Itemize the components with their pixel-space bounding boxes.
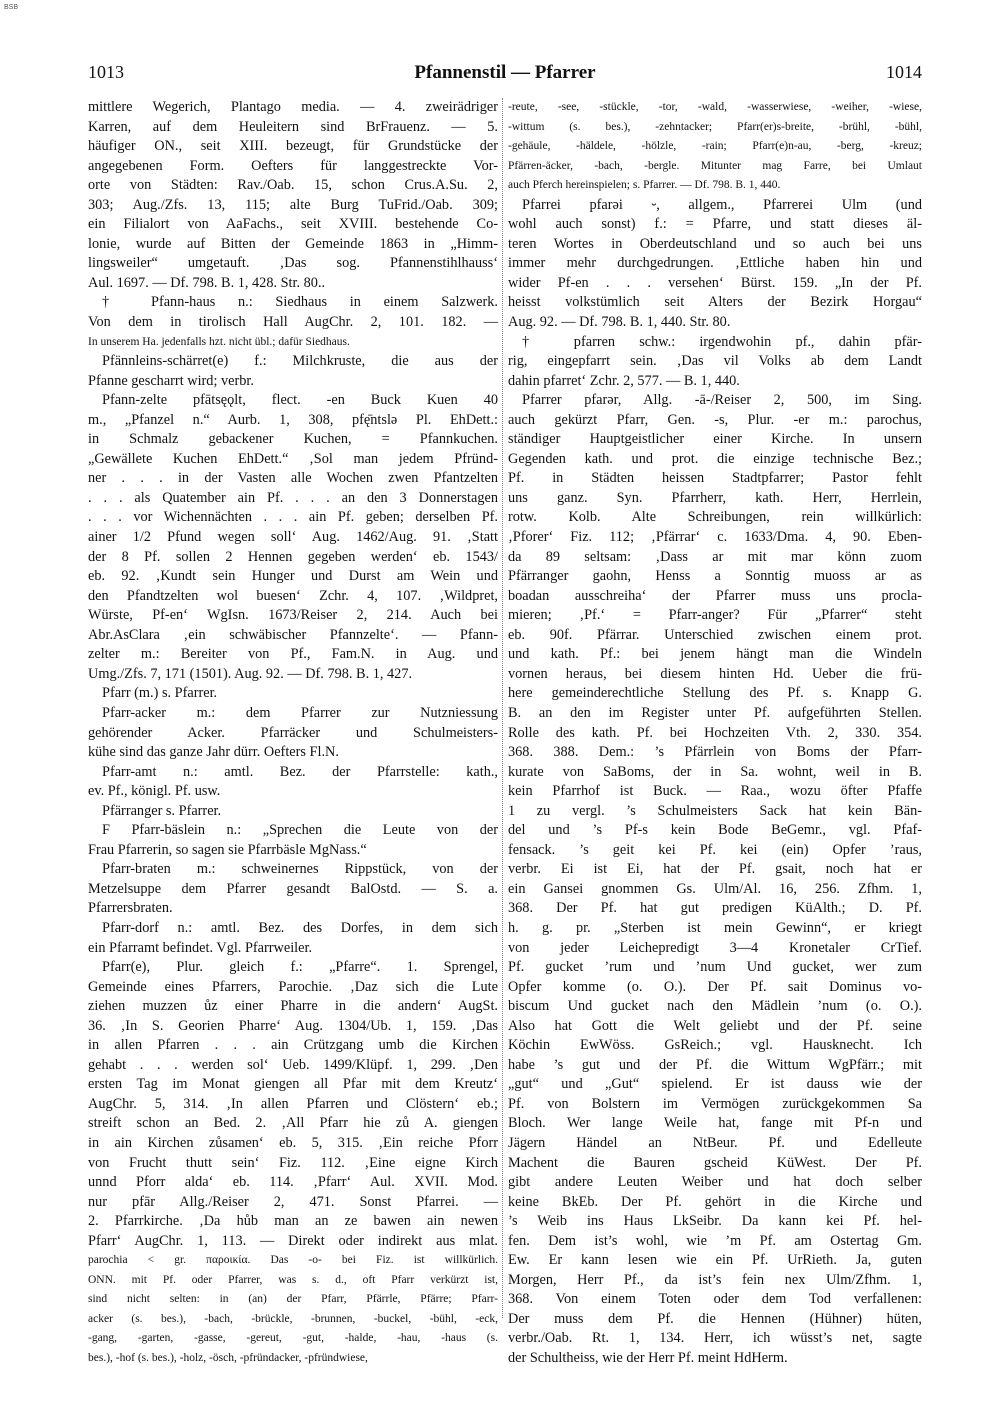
text-line: wider Pf-en . . . versehen‘ Bürst. 159. „In der Pf. <box>508 274 922 291</box>
text-line: 368. 388. Dem.: ’s Pfärrlein von Boms der Pfarr- <box>508 744 922 761</box>
text-line: kurate von SaBoms, der in Sa. wohnt, weil in B. <box>508 763 922 780</box>
text-line: Pfarr (m.) s. Pfarrer. <box>102 685 218 702</box>
text-line: nur pfār Allg./Reiser 2, 471. Sonst Pfarrei. — <box>88 1193 498 1210</box>
text-line: h. g. pr. „Sterben ist mein Gewinn“, er kriegt <box>508 919 922 936</box>
text-line: lingsweiler“ umgetauft. ‚Das sog. Pfannenstihlhauss‘ <box>88 255 498 272</box>
text-line: Opfer komme (o. O.). Der Pf. sait Dominus vo- <box>508 978 922 995</box>
text-line: vornen heraus, bei diesem hinten Hd. Ueber die frü- <box>508 665 922 682</box>
text-line: Ew. Er kann lesen wie ein Pf. UrRieth. Ja, guten <box>508 1252 922 1269</box>
page-header <box>88 62 922 90</box>
text-line: Pfann-zelte pfātsęǫlt, flect. -en Buck Kuen 40 <box>102 392 498 409</box>
text-line: Also hat Gott die Welt geliebt und der Pf. seine <box>508 1017 922 1034</box>
text-line: Umg./Zfs. 7, 171 (1501). Aug. 92. — Df. 798. B. 1, 427. <box>88 665 413 682</box>
text-line: ner . . . in der Vasten alle Wochen zwen Pfantzelten <box>88 470 498 487</box>
text-line: in allen Pfarren . . . ain Crützgang umb die Kirchen <box>88 1037 498 1054</box>
text-line: Pfärranger gaohn, Henss a Sonntig muoss ar as <box>508 568 922 585</box>
text-line: AugChr. 5, 314. ‚In allen Pfarren und Clöstern‘ eb.; <box>88 1095 498 1112</box>
text-line: parochia < gr. παροικία. Das -o- bei Fiz. ist willkürlich. <box>88 1254 498 1267</box>
text-line: m., „Pfanzel n.“ Aurb. 1, 308, pfę̄ntslə Pl. EhDett.: <box>88 411 498 428</box>
text-line: verbr. Ei ist Ei, hat der Pf. gsait, noch hat er <box>508 861 922 878</box>
text-line: Metzelsuppe dem Pfarrer gesandt BalOstd. — S. a. <box>88 880 498 897</box>
text-line: streift schon an Bed. 2. ‚All Pfarr hie zů A. giengen <box>88 1115 498 1132</box>
text-line: Pfarrersbraten. <box>88 900 173 917</box>
text-line: B. an den im Register unter Pf. aufgeführten Stellen. <box>508 704 922 721</box>
text-line: ersten Tag im Monat giengen all Pfar mit dem Kreutz‘ <box>88 1076 498 1093</box>
text-line: fensack. ’s geit kei Pf. kei (ein) Opfer ’raus, <box>508 841 922 858</box>
text-line: bes.), -hof (s. bes.), -holz, -ösch, -pfründacker, -pfründwiese, <box>88 1352 368 1364</box>
text-line: Pfarr-braten m.: schweinernes Rippstück, von der <box>102 861 498 878</box>
library-stamp: BSB <box>4 4 19 11</box>
text-line: Morgen, Herr Pf., da ist’s fein nex Ulm/Zfhm. 1, <box>508 1271 922 1288</box>
text-line: ziehen muzzen ůz einer Pharre in die andern‘ AugSt. <box>88 998 498 1015</box>
text-line: † Pfann-haus n.: Siedhaus in einem Salzwerk. <box>102 294 498 311</box>
text-line: Rolle des kath. Pf. bei Hochzeiten Vth. 2, 330. 354. <box>508 724 922 741</box>
text-line: rig, eingepfarrt sein. ‚Das vil Volks ab dem Landt <box>508 353 922 370</box>
text-line: den Pfandtzelten wol buesen‘ Zchr. 4, 107. ‚Wildpret, <box>88 587 498 604</box>
text-line: von Frucht thutt sein‘ Fiz. 112. ‚Eine eigne Kirch <box>88 1154 498 1171</box>
text-line: sind nicht selten: in (an) der Pfarr, Pfärrle, Pfärre; Pfarr- <box>88 1293 498 1306</box>
text-line: teren Wortes in Oberdeutschland und so auch bei uns <box>508 235 922 252</box>
text-line: . . . vor Wichennächten . . . ain Pf. geben; derselben Pf. <box>88 509 498 526</box>
text-line: habe ’s gut und der Pf. die Wittum WgPfärr.; mit <box>508 1056 922 1073</box>
text-line: biscum Und gucket nach den Mädlein ’num (o. O.). <box>508 998 922 1015</box>
text-line: Karren, auf dem Heuleitern sind BrFrauenz. — 5. <box>88 118 498 135</box>
text-line: „gut“ und „Gut“ spielend. Er ist dauss wie der <box>508 1076 922 1093</box>
text-line: Der muss dem Pf. die Hennen (Hühner) hüten, <box>508 1310 922 1327</box>
text-line: ’s Weib ins Haus LkSeibr. Da kann kei Pf. hel- <box>508 1213 922 1230</box>
text-line: Würste, Pf-en‘ WgIsn. 1673/Reiser 2, 214. Auch bei <box>88 607 498 624</box>
text-line: Abr.AsClara ‚ein schwäbischer Pfannzelte‘. — Pfann- <box>88 626 498 643</box>
text-line: keine BkEb. Der Pf. gehört in die Kirche und <box>508 1193 922 1210</box>
left-text-column <box>88 98 498 1364</box>
text-line: Von dem in tirolisch Hall AugChr. 2, 101. 182. — <box>88 314 498 331</box>
text-line: auch gekürzt Pfarr, Gen. -s, Plur. -er m.: parochus, <box>508 411 922 428</box>
text-line: Machent die Bauren gscheid KüWest. Der Pf. <box>508 1154 922 1171</box>
running-title: Pfannenstil — Pfarrer <box>414 62 596 83</box>
text-line: Pfarr-acker m.: dem Pfarrer zur Nutzniessung <box>102 704 498 721</box>
text-line: ainer 1/2 Pfund wegen soll‘ Aug. 1462/Aug. 91. ‚Statt <box>88 529 498 546</box>
text-line: -reute, -see, -stückle, -tor, -wald, -wasserwiese, -weiher, -wiese, <box>508 101 922 113</box>
text-line: gehabt . . . werden sol‘ Ueb. 1499/Klüpf. 1, 299. ‚Den <box>88 1056 498 1073</box>
text-line: da 89 seltsam: ‚Dass ar mit mar könn zuom <box>508 548 922 565</box>
text-line: -gang, -garten, -gasse, -gereut, -gut, -halde, -hau, -haus (s. <box>88 1332 498 1345</box>
text-line: Frau Pfarrerin, so sagen sie Pfarrbäsle MgNass.“ <box>88 841 367 858</box>
text-line: verbr./Oab. Rt. 1, 134. Herr, ich wüsst’s net, sagte <box>508 1330 922 1347</box>
text-line: gehörender Acker. Pfarräcker und Schulmeisters- <box>88 724 498 741</box>
text-line: Pfärranger s. Pfarrer. <box>102 802 222 819</box>
text-line: ständiger Hauptgeistlicher einer Kirche. In unsern <box>508 431 922 448</box>
text-line: del und ’s Pf-s kein Bode BeGemr., vgl. Pfaf- <box>508 822 922 839</box>
text-line: lonie, wurde auf Bitten der Gemeinde 1863 in „Himm- <box>88 235 498 252</box>
text-line: Pfanne gescharrt wird; verbr. <box>88 372 254 389</box>
text-line: ein Filialort von AaFachs., seit XVIII. bestehende Co- <box>88 216 498 233</box>
right-page-number: 1014 <box>885 62 922 82</box>
text-line: 1 zu vergl. ’s Schulmeisters Sack hat kein Bän- <box>508 802 922 819</box>
text-line: Pfärren-äcker, -bach, -bergle. Mitunter mag Farre, bei Umlaut <box>508 159 922 172</box>
text-line: in Schmalz gebackener Kuchen, = Pfannkuchen. <box>88 431 498 448</box>
text-line: dahin pfarret‘ Zchr. 2, 577. — B. 1, 440. <box>508 372 740 389</box>
text-line: here gemeinderechtliche Stellung des Pf. s. Knapp G. <box>508 685 922 702</box>
text-line: Pfarr(e), Plur. gleich f.: „Pfarre“. 1. Sprengel, <box>102 959 498 976</box>
text-line: angegebenen Form. Oefters für langgestreckte Vor- <box>88 157 498 174</box>
text-line: Jägern Händel an NtBeur. Pf. und Edelleute <box>508 1134 922 1151</box>
text-line: Köchin EwWöss. GsReich.; vgl. Hausknecht. Ich <box>508 1037 922 1054</box>
text-line: Gegenden kath. und prot. die einzige technische Bez.; <box>508 450 922 467</box>
text-line: Pfarr-amt n.: amtl. Bez. der Pfarrstelle: kath., <box>102 763 498 780</box>
left-page-number: 1013 <box>88 62 124 82</box>
text-line: ev. Pf., königl. Pf. usw. <box>88 783 221 800</box>
text-line: rotw. Kolb. Alte Schreibungen, rein willkürlich: <box>508 509 922 526</box>
text-line: Pfarr-dorf n.: amtl. Bez. des Dorfes, in dem sich <box>102 919 498 936</box>
text-line: 36. ‚In S. Georien Pharre‘ Aug. 1304/Ub. 1, 159. ‚Das <box>88 1017 498 1034</box>
text-line: kein Pfarrhof ist Buck. — Raa., wozu öfter Pfaffe <box>508 783 922 800</box>
text-line: 368. Der Pf. hat gut predigen KüAlth.; D. Pf. <box>508 900 922 917</box>
text-line: Pfarr‘ AugChr. 1, 113. — Direkt oder indirekt aus mlat. <box>88 1232 498 1249</box>
text-line: F Pfarr-bäslein n.: „Sprechen die Leute von der <box>102 822 498 839</box>
text-line: ein Gansei gnommen Gs. Ulm/Al. 16, 256. Zfhm. 1, <box>508 880 922 897</box>
text-line: immer mehr durchgedrungen. ‚Ettliche haben hin und <box>508 255 922 272</box>
text-line: Aug. 92. — Df. 798. B. 1, 440. Str. 80. <box>508 314 731 331</box>
text-line: orte von Städten: Rav./Oab. 15, schon Crus.A.Su. 2, <box>88 177 498 194</box>
text-line: wohl auch sonst) f.: = Pfarre, und statt dieses äl- <box>508 216 922 233</box>
text-line: eb. 90f. Pfärrar. Unterschied zwischen einem prot. <box>508 626 922 643</box>
text-line: eb. 92. ‚Kundt sein Hunger und Durst am Wein und <box>88 568 498 585</box>
text-line: uns ganz. Syn. Pfarrherr, kath. Herr, Herrlein, <box>508 489 922 506</box>
column-divider <box>502 98 503 1318</box>
text-line: gibt andere Leuten Weiber und hat doch selber <box>508 1174 922 1191</box>
text-line: Pf. in Städten heissen Stadtpfarrer; Pastor fehlt <box>508 470 922 487</box>
text-line: Aul. 1697. — Df. 798. B. 1, 428. Str. 80.. <box>88 274 326 291</box>
right-text-column <box>508 98 922 1366</box>
text-line: acker (s. bes.), -bach, -brückle, -brunnen, -buckel, -bühl, -eck, <box>88 1312 498 1325</box>
text-line: der 8 Pf. sollen 2 Hennen gegeben werden‘ eb. 1543/ <box>88 548 498 565</box>
text-line: auch Pferch hereinspielen; s. Pfarrer. — Df. 798. B. 1, 440. <box>508 179 781 192</box>
text-line: kühe sind das ganze Jahr dürr. Oefters Fl.N. <box>88 744 339 761</box>
text-line: † pfarren schw.: irgendwohin pf., dahin pfär- <box>522 333 922 350</box>
text-line: ein Pfarramt befindet. Vgl. Pfarrweiler. <box>88 939 313 956</box>
text-line: Gemeinde eines Pfarrers, Parochie. ‚Daz sich die Lute <box>88 978 498 995</box>
text-line: und kath. Pf.: bei jenem hängt man die Windeln <box>508 646 922 663</box>
text-line: Bloch. Wer lange Weile hat, fange mit Pf-n und <box>508 1115 922 1132</box>
text-line: Pf. von Bolstern im Vermögen zurückgekommen Sa <box>508 1095 922 1112</box>
text-line: 303; Aug./Zfs. 13, 115; alte Burg TuFrid./Oab. 309; <box>88 196 498 213</box>
text-line: . . . als Quatember ain Pf. . . . an den 3 Donnerstagen <box>88 489 498 506</box>
text-line: in ain Kirchen zůsamen‘ eb. 5, 315. ‚Ein reiche Pforr <box>88 1134 498 1151</box>
text-line: Pfarrer pfarər, Allg. -ā-/Reiser 2, 500, im Sing. <box>522 392 922 409</box>
text-line: häufiger ON., seit XIII. bezeugt, für Grundstücke der <box>88 138 498 155</box>
text-line: 2. Pfarrkirche. ‚Da hůb man an ze bawen ain newen <box>88 1213 498 1230</box>
text-line: -gehäule, -häldele, -hölzle, -rain; Pfarr(e)n-au, -berg, -kreuz; <box>508 140 922 153</box>
text-line: -wittum (s. bes.), -zehntacker; Pfarr(er)s-breite, -brühl, -bühl, <box>508 120 922 133</box>
text-line: In unserem Ha. jedenfalls hzt. nicht übl.; dafür Siedhaus. <box>88 335 350 348</box>
text-line: von jeder Leichepredigt 3—4 Kronetaler CrTief. <box>508 939 922 956</box>
text-line: boadan ausschreiha‘ der Pfarrer muss uns procla- <box>508 587 922 604</box>
text-line: heisst volkstümlich seit Alters der Bezirk Horgau“ <box>508 294 922 311</box>
text-line: mittlere Wegerich, Plantago media. — 4. zweirädriger <box>88 99 498 115</box>
text-line: Pfännleins-schärret(e) f.: Milchkruste, die aus der <box>102 353 498 370</box>
text-line: 368. Von einem Toten oder dem Tod verfallenen: <box>508 1291 922 1308</box>
text-line: ‚Pforer‘ Fiz. 112; ‚Pfärrar‘ c. 1633/Dma. 4, 90. Eben- <box>508 529 922 546</box>
text-line: Pf. gucket ’rum und ’num Und gucket, wer zum <box>508 959 922 976</box>
text-line: Pfarrei pfarəi ⏑, allgem., Pfarrerei Ulm (und <box>522 196 922 213</box>
text-line: unnd Pforr alda‘ eb. 114. ‚Pfarr‘ Aul. XVII. Mod. <box>88 1174 498 1191</box>
text-line: zelter m.: Bereiter von Pf., Fam.N. in Aug. und <box>88 646 498 663</box>
text-line: der Schultheiss, wie der Herr Pf. meint HdHerm. <box>508 1350 788 1366</box>
text-line: „Gewällete Kuchen EhDett.“ ‚Sol man jedem Pfründ- <box>88 450 498 467</box>
text-line: fen. Dem ist’s wohl, wie ’m Pf. am Ostertag Gm. <box>508 1232 922 1249</box>
text-line: mieren; ‚Pf.‘ = Pfarr-anger? Für „Pfarrer“ steht <box>508 607 922 624</box>
text-line: ONN. mit Pf. oder Pfarrer, was s. d., oft Pfarr verkürzt ist, <box>88 1273 498 1286</box>
